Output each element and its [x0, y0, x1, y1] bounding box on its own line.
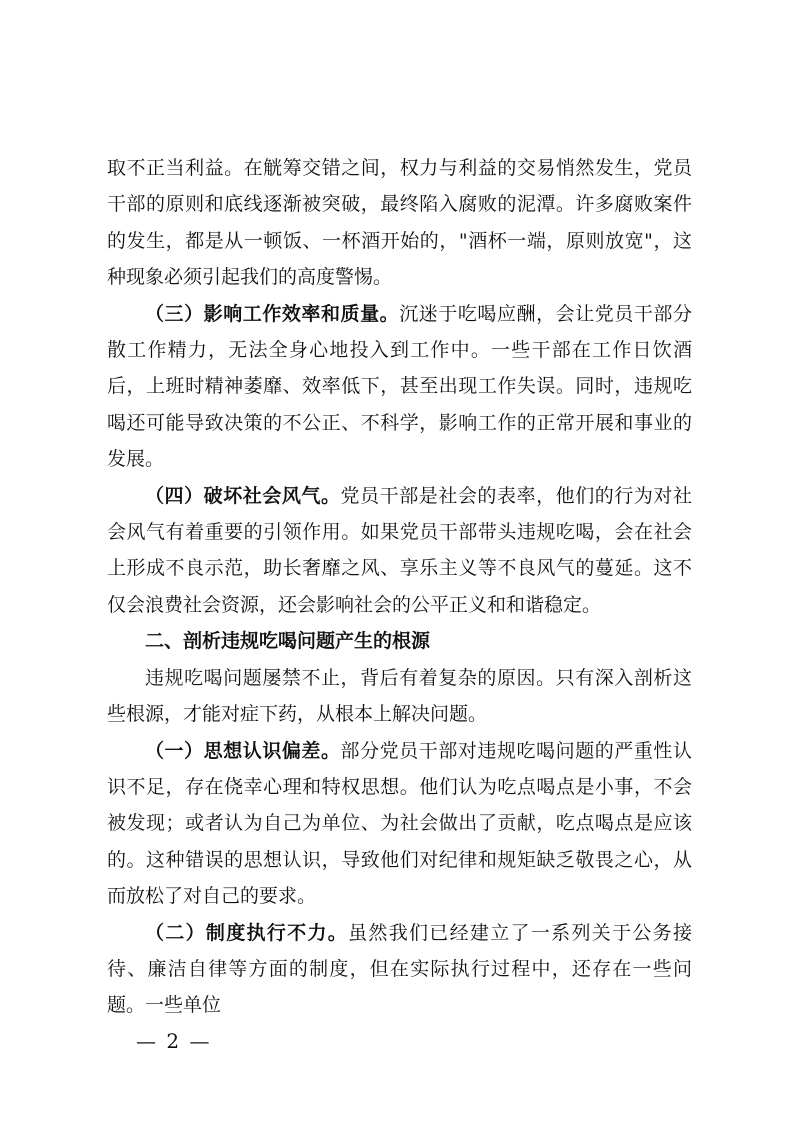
paragraph-intro: 违规吃喝问题屡禁不止，背后有着复杂的原因。只有深入剖析这些根源，才能对症下药，从根本上解决问题。	[107, 666, 692, 726]
paragraph-ideological-bias	[107, 733, 692, 915]
paragraph-lead: （一）思想认识偏差。	[145, 739, 341, 762]
paragraph-lead: （四）破坏社会风气。	[145, 484, 341, 507]
paragraph-1: 取不正当利益。在觥筹交错之间，权力与利益的交易悄然发生，党员干部的原则和底线逐渐被突破，最终陷入腐败的泥潭。许多腐败案件的发生，都是从一顿饭、一杯酒开始的，"酒杯一端，原则放宽"，这种现象必须引起我们的高度警惕。	[107, 157, 692, 289]
section-heading: 二、剖析违规吃喝问题产生的根源	[145, 630, 431, 653]
paragraph-body: 部分党员干部对违规吃喝问题的严重性认识不足，存在侥幸心理和特权思想。他们认为吃点喝点是小事，不会被发现；或者认为自己为单位、为社会做出了贡献，吃点喝点是应该的。这种错误的思想认识，导致他们对纪律和规矩缺乏敬畏之心，从而放松了对自己的要求。	[107, 739, 692, 908]
paragraph-impact-efficiency	[107, 296, 692, 478]
paragraph-body: 党员干部是社会的表率，他们的行为对社会风气有着重要的引领作用。如果党员干部带头违规吃喝，会在社会上形成不良示范，助长奢靡之风、享乐主义等不良风气的蔓延。这不仅会浪费社会资源，还会影响社会的公平正义和和谐稳定。	[107, 484, 692, 616]
paragraph-social-atmosphere	[107, 478, 692, 624]
paragraph-body: 沉迷于吃喝应酬，会让党员干部分散工作精力，无法全身心地投入到工作中。一些干部在工作日饮酒后，上班时精神萎靡、效率低下，甚至出现工作失误。同时，违规吃喝还可能导致决策的不公正、不科学，影响工作的正常开展和事业的发展。	[107, 302, 692, 471]
page-number: — 2 —	[136, 1029, 212, 1053]
paragraph-body: 虽然我们已经建立了一系列关于公务接待、廉洁自律等方面的制度，但在实际执行过程中，还存在一些问题。一些单位	[107, 921, 692, 1017]
paragraph-lead: （二）制度执行不力。	[145, 921, 349, 944]
body-text	[107, 150, 692, 1024]
paragraph-system-enforcement	[107, 915, 692, 1024]
paragraph-lead: （三）影响工作效率和质量。	[145, 302, 400, 325]
